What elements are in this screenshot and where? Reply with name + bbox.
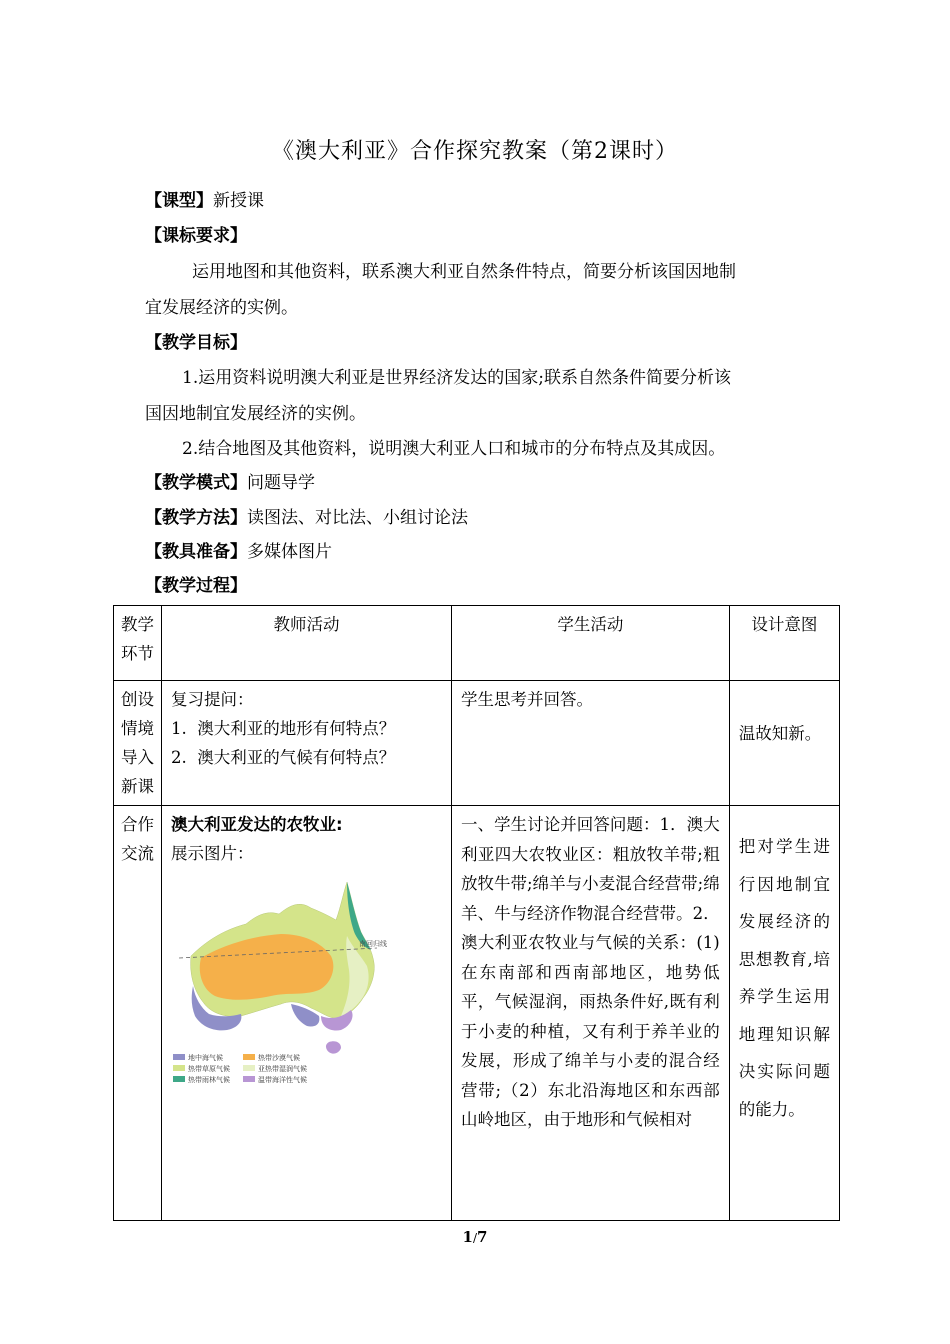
process-label: 【教学过程】 <box>145 576 247 596</box>
teacher-show-text: 展示图片： <box>170 844 254 863</box>
mode-label: 【教学模式】 <box>145 473 247 493</box>
table-row <box>114 806 840 1221</box>
goals-heading <box>145 328 247 353</box>
tools-line <box>145 537 332 562</box>
tools-label: 【教具准备】 <box>145 542 247 562</box>
goal2: 2.结合地图及其他资料，说明澳大利亚人口和城市的分布特点及其成因。 <box>182 439 726 459</box>
intent-text: 温故知新。 <box>738 723 822 743</box>
header-student: 学生活动 <box>451 606 729 681</box>
legend-swatch-mediterranean <box>173 1054 185 1060</box>
legend-label-savanna: 热带草原气候 <box>187 1065 230 1073</box>
table-header-row <box>114 606 840 681</box>
legend-label-mediterranean: 地中海气候 <box>187 1054 223 1062</box>
tools-value: 多媒体图片 <box>247 542 332 562</box>
intent-text: 把对学生进行因地制宜发展经济的思想教育,培养学生运用地理知识解决实际问题的能力。 <box>738 837 830 1119</box>
teacher-intro: 复习提问： <box>170 690 254 709</box>
header-teacher: 教师活动 <box>161 606 451 681</box>
teacher-question-2: 2. 澳大利亚的气候有何特点？ <box>170 748 396 767</box>
legend-label-subtropical: 亚热带湿润气候 <box>257 1065 307 1073</box>
legend-swatch-oceanic <box>243 1076 255 1082</box>
teacher-cell <box>161 806 451 1221</box>
region-tasmania <box>326 1041 341 1053</box>
stage-cell: 合作交流 <box>114 806 162 1221</box>
table-row <box>114 681 840 806</box>
header-intent: 设计意图 <box>729 606 839 681</box>
method-line <box>145 503 468 528</box>
page-separator: / <box>472 1231 478 1245</box>
page-footer <box>0 1228 950 1246</box>
stage-cell: 创设情境导入新课 <box>114 681 162 806</box>
goal1-line2: 国因地制宜发展经济的实例。 <box>145 404 366 424</box>
mode-line <box>145 468 315 493</box>
australia-climate-map <box>171 876 401 1086</box>
lesson-process-table <box>113 605 840 1221</box>
intent-cell <box>729 806 839 1221</box>
standard-text-line2: 宜发展经济的实例。 <box>145 298 298 318</box>
method-label: 【教学方法】 <box>145 508 247 528</box>
header-stage: 教学环节 <box>114 606 162 681</box>
legend-swatch-rainforest <box>173 1076 185 1082</box>
lesson-type-line <box>145 186 264 211</box>
page-title: 《澳大利亚》合作探究教案（第2课时） <box>272 139 678 164</box>
goal1-line1: 1.运用资料说明澳大利亚是世界经济发达的国家;联系自然条件简要分析该 <box>182 368 731 388</box>
student-cell: 一、学生讨论并回答问题：1．澳大利亚四大农牧业区：粗放牧羊带;粗放牧牛带;绵羊与小麦混合经营带;绵羊、牛与经济作物混合经营带。2．澳大利亚农牧业与气候的关系：(1)在东南部和西南部地区，地势低平，气候湿润，雨热条件好,既有利于小麦的种植，又有利于养羊业的发展，形成了绵羊与小麦的混合经营带;（2）东北沿海地区和东西部山岭地区，由于地形和气候相对 <box>451 806 729 1221</box>
legend-swatch-savanna <box>173 1065 185 1071</box>
lesson-type-value: 新授课 <box>213 191 264 211</box>
legend-label-desert: 热带沙漠气候 <box>257 1054 300 1062</box>
legend-label-oceanic: 温带海洋性气候 <box>257 1076 307 1084</box>
lesson-type-label: 【课型】 <box>145 191 213 211</box>
teacher-cell <box>161 681 451 806</box>
legend-swatch-subtropical <box>243 1065 255 1071</box>
goals-label: 【教学目标】 <box>145 333 247 353</box>
standard-label: 【课标要求】 <box>145 226 247 246</box>
climate-regions <box>191 882 375 1054</box>
process-heading <box>145 571 247 596</box>
teacher-question-1: 1. 澳大利亚的地形有何特点？ <box>170 719 396 738</box>
page-number: 1 <box>462 1228 473 1246</box>
student-cell: 学生思考并回答。 <box>451 681 729 806</box>
standard-text-line1: 运用地图和其他资料，联系澳大利亚自然条件特点，简要分析该国因地制 <box>192 262 736 282</box>
page-total: 7 <box>477 1228 488 1246</box>
legend-swatch-desert <box>243 1054 255 1060</box>
standard-heading <box>145 221 247 246</box>
intent-cell <box>729 681 839 806</box>
teacher-section-title: 澳大利亚发达的农牧业: <box>170 815 343 834</box>
tropic-label: 南回归线 <box>358 940 387 948</box>
method-value: 读图法、对比法、小组讨论法 <box>247 508 468 528</box>
mode-value: 问题导学 <box>247 473 315 493</box>
legend-label-rainforest: 热带雨林气候 <box>187 1076 230 1084</box>
map-legend <box>173 1053 307 1084</box>
